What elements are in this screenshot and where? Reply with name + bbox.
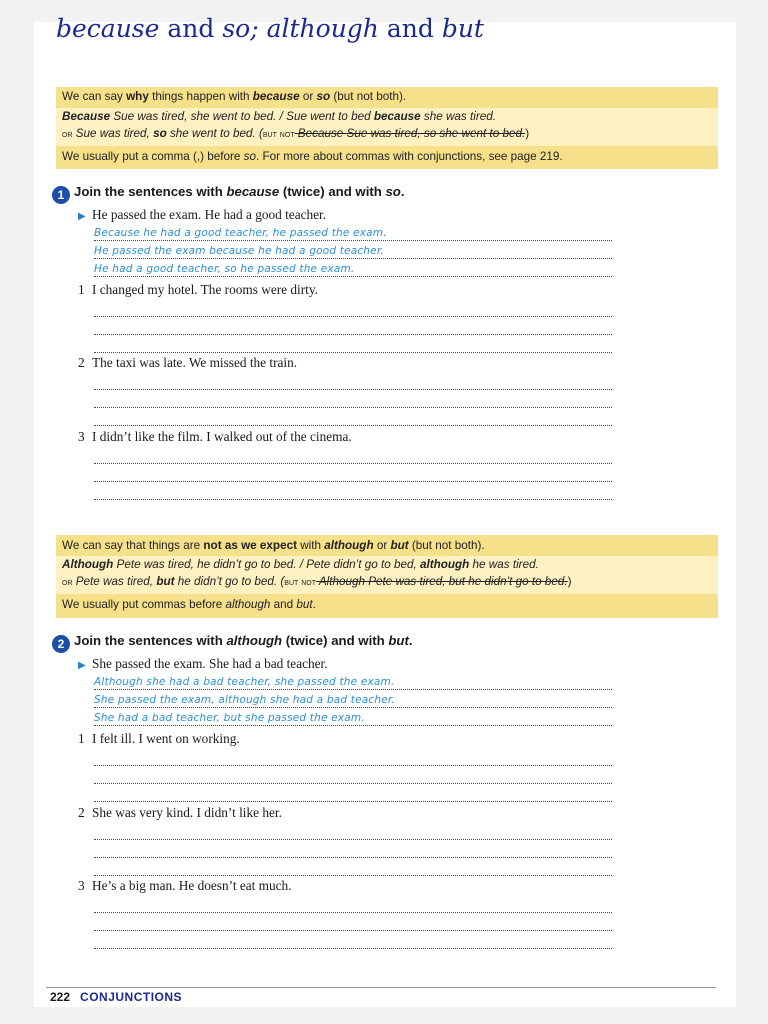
answer-line[interactable] bbox=[94, 898, 612, 913]
exercise-2-item-2: 2 She was very kind. I didn’t like her. bbox=[78, 805, 282, 820]
answer-line[interactable] bbox=[94, 375, 612, 390]
answer-line[interactable] bbox=[94, 711, 612, 726]
example-answer: Although she had a bad teacher, she passed the exam. bbox=[94, 676, 395, 688]
answer-line[interactable] bbox=[94, 485, 612, 500]
answer-line[interactable] bbox=[94, 861, 612, 876]
grammar-box-because-so bbox=[56, 87, 718, 169]
exercise-1-example-prompt: ▶ He passed the exam. He had a good teacher. bbox=[78, 207, 327, 222]
triangle-right-icon: ▶ bbox=[78, 660, 86, 671]
exercise-1-item-3: 3 I didn’t like the film. I walked out of the cinema. bbox=[78, 429, 352, 444]
box1-comma-note: We usually put a comma (,) before so. For more about commas with conjunctions, see page 219. bbox=[62, 150, 563, 163]
box1-example-line-1: Because Sue was tired, she went to bed. / Sue went to bed because she was tired. bbox=[62, 110, 497, 123]
answer-line[interactable] bbox=[94, 825, 612, 840]
box1-rule-line: We can say why things happen with because or so (but not both). bbox=[62, 90, 407, 103]
answer-line[interactable] bbox=[94, 675, 612, 690]
exercise-number-badge: 2 bbox=[52, 635, 70, 653]
answer-line[interactable] bbox=[94, 302, 612, 317]
answer-line[interactable] bbox=[94, 787, 612, 802]
page-sheet bbox=[34, 22, 736, 1007]
box2-comma-note: We usually put commas before although and but. bbox=[62, 598, 316, 611]
answer-line[interactable] bbox=[94, 693, 612, 708]
box2-example-line-1: Although Pete was tired, he didn’t go to bed. / Pete didn’t go to bed, although he was tired. bbox=[62, 558, 539, 571]
answer-line[interactable] bbox=[94, 226, 612, 241]
answer-line[interactable] bbox=[94, 751, 612, 766]
grammar-box-although-but bbox=[56, 535, 718, 618]
example-answer: She had a bad teacher, but she passed the exam. bbox=[94, 712, 365, 724]
page-footer bbox=[50, 990, 182, 1004]
exercise-1-item-2: 2 The taxi was late. We missed the train. bbox=[78, 355, 298, 370]
page-number: 222 bbox=[50, 990, 71, 1004]
exercise-1-heading: 1 Join the sentences with because (twice) and with so. bbox=[52, 184, 405, 204]
exercise-2-heading: 2 Join the sentences with although (twice) and with but. bbox=[52, 633, 413, 653]
answer-line[interactable] bbox=[94, 467, 612, 482]
answer-line[interactable] bbox=[94, 393, 612, 408]
answer-line[interactable] bbox=[94, 769, 612, 784]
answer-line[interactable] bbox=[94, 338, 612, 353]
box2-example-line-2: or Pete was tired, but he didn’t go to bed. (but not Although Pete was tired, but he didn’t go to bed.) bbox=[62, 575, 572, 588]
page-title: because and so; although and but bbox=[56, 14, 484, 43]
answer-line[interactable] bbox=[94, 916, 612, 931]
example-answer: Because he had a good teacher, he passed the exam. bbox=[94, 227, 387, 239]
section-name: CONJUNCTIONS bbox=[80, 990, 183, 1004]
exercise-1-item-1: 1 I changed my hotel. The rooms were dirty. bbox=[78, 282, 318, 297]
answer-line[interactable] bbox=[94, 320, 612, 335]
answer-line[interactable] bbox=[94, 411, 612, 426]
answer-line[interactable] bbox=[94, 449, 612, 464]
triangle-right-icon: ▶ bbox=[78, 211, 86, 222]
box2-rule-line: We can say that things are not as we expect with although or but (but not both). bbox=[62, 539, 485, 552]
answer-line[interactable] bbox=[94, 262, 612, 277]
exercise-number-badge: 1 bbox=[52, 186, 70, 204]
exercise-2-item-1: 1 I felt ill. I went on working. bbox=[78, 731, 240, 746]
answer-line[interactable] bbox=[94, 244, 612, 259]
answer-line[interactable] bbox=[94, 934, 612, 949]
exercise-2-example-prompt: ▶ She passed the exam. She had a bad teacher. bbox=[78, 656, 328, 671]
box1-example-line-2: or Sue was tired, so she went to bed. (but not Because Sue was tired, so she went to bed.) bbox=[62, 127, 530, 140]
example-answer: He had a good teacher, so he passed the exam. bbox=[94, 263, 355, 275]
exercise-2-item-3: 3 He’s a big man. He doesn’t eat much. bbox=[78, 878, 292, 893]
footer-divider bbox=[46, 987, 716, 988]
answer-line[interactable] bbox=[94, 843, 612, 858]
example-answer: She passed the exam, although she had a bad teacher. bbox=[94, 694, 395, 706]
example-answer: He passed the exam because he had a good teacher. bbox=[94, 245, 384, 257]
